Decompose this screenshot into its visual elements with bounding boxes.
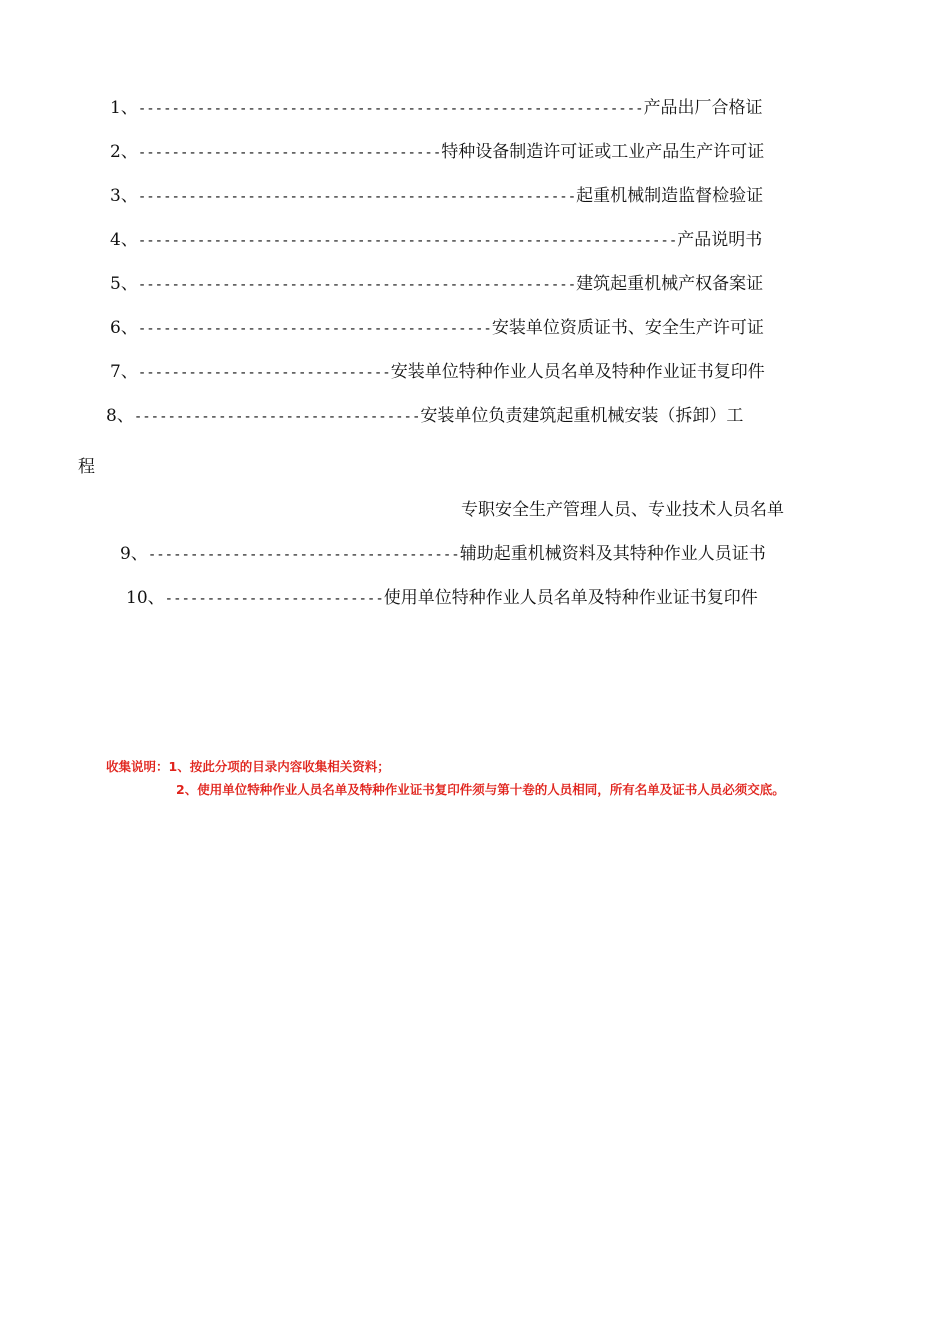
leader-dashes: ------------------------------------------ [137, 321, 492, 337]
item-number: 5、 [110, 274, 138, 294]
list-item-6 [110, 316, 764, 341]
leader-dashes: ---------------------------------- [133, 409, 421, 425]
list-item-9 [120, 542, 766, 567]
leader-dashes: ---------------------------------------------------------------- [137, 233, 678, 249]
list-item-7 [110, 360, 765, 385]
list-item-2 [110, 140, 764, 165]
leader-dashes: ------------------------------------ [137, 145, 442, 161]
item-label: 特种设备制造许可证或工业产品生产许可证 [441, 142, 765, 162]
item-number: 8、 [106, 406, 134, 426]
item-number: 10、 [126, 588, 165, 608]
item-label: 产品说明书 [677, 230, 763, 250]
item-number: 7、 [110, 362, 138, 382]
item-label: 辅助起重机械资料及其特种作业人员证书 [459, 544, 766, 564]
item-label: 安装单位资质证书、安全生产许可证 [491, 318, 764, 338]
leader-dashes: ------------------------------------------------------------ [137, 101, 644, 117]
item-number: 3、 [110, 186, 138, 206]
item-number: 1、 [110, 98, 138, 118]
list-item-4 [110, 228, 762, 253]
leader-dashes: ------------------------------ [137, 365, 391, 381]
leader-dashes: ------------------------------------- [147, 547, 460, 563]
item-number: 6、 [110, 318, 138, 338]
item-number: 9、 [120, 544, 148, 564]
item-label: 安装单位负责建筑起重机械安装（拆卸）工 [420, 406, 744, 426]
list-item-1 [110, 96, 763, 121]
item-label: 建筑起重机械产权备案证 [576, 274, 764, 294]
list-item-8-continuation [461, 498, 784, 522]
item-label: 产品出厂合格证 [643, 98, 763, 118]
item-label: 起重机械制造监督检验证 [576, 186, 764, 206]
collection-note-line-1: 收集说明：1、按此分项的目录内容收集相关资料； [106, 759, 390, 774]
list-item-3 [110, 184, 763, 209]
item-number: 4、 [110, 230, 138, 250]
list-item-5 [110, 272, 763, 297]
list-item-8 [106, 404, 743, 429]
list-item-10 [126, 586, 758, 611]
item-label: 使用单位特种作业人员名单及特种作业证书复印件 [383, 588, 758, 608]
leader-dashes: -------------------------- [164, 591, 384, 607]
collection-note-line-2: 2、使用单位特种作业人员名单及特种作业证书复印件须与第十卷的人员相同，所有名单及证书人员必须交底。 [176, 782, 785, 797]
item-label: 安装单位特种作业人员名单及特种作业证书复印件 [390, 362, 765, 382]
leader-dashes: ---------------------------------------------------- [137, 189, 577, 205]
item-number: 2、 [110, 142, 138, 162]
leader-dashes: ---------------------------------------------------- [137, 277, 577, 293]
item-label-continuation: 专职安全生产管理人员、专业技术人员名单 [461, 500, 784, 520]
item-label-wrap: 程 [78, 457, 95, 477]
list-item-8-wrap [78, 455, 95, 479]
